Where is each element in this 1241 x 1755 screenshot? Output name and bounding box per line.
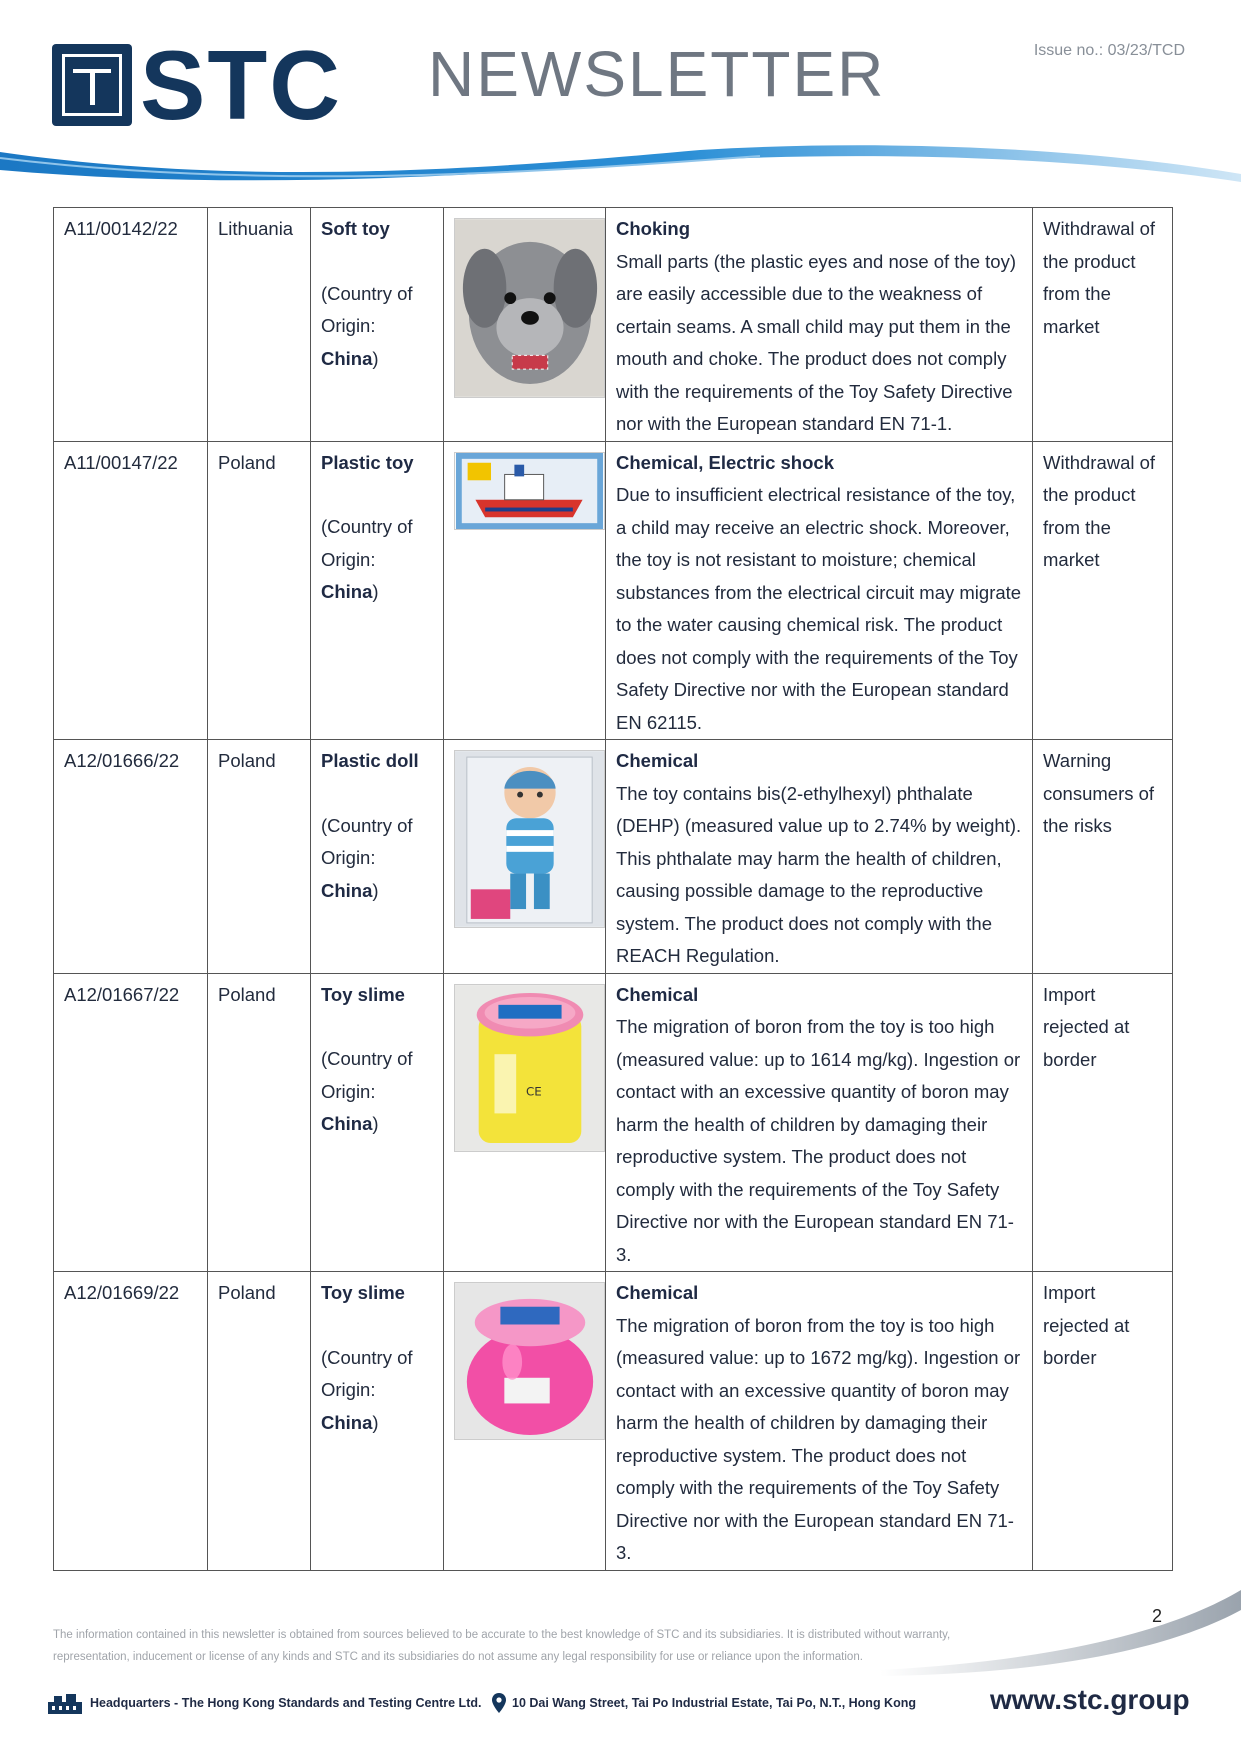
- risk-cell: [606, 973, 1033, 1272]
- notifying-country: Poland: [218, 983, 276, 1005]
- page-header: [0, 0, 1241, 200]
- table-row: [54, 973, 1173, 1272]
- headquarters-text: Headquarters - The Hong Kong Standards and Testing Centre Ltd.: [90, 1696, 482, 1710]
- reference-number: A12/01669/22: [64, 1282, 180, 1303]
- measure-taken: Import rejected at border: [1043, 1282, 1130, 1368]
- origin-line-1: (Country of: [321, 516, 413, 537]
- toy-boat-photo: [454, 452, 605, 530]
- measure-taken: Withdrawal of the product from the market: [1043, 218, 1156, 337]
- notifying-country: Lithuania: [218, 218, 294, 239]
- reference-cell: [54, 208, 208, 442]
- image-cell: [444, 208, 606, 442]
- image-cell: [444, 441, 606, 740]
- origin-line-2: Origin:: [321, 1080, 376, 1102]
- yellow-slime-photo: [454, 984, 605, 1152]
- origin-line-2: Origin:: [321, 548, 376, 570]
- product-cell: [311, 441, 444, 740]
- product-name: Plastic doll: [321, 750, 419, 771]
- risk-description: The migration of boron from the toy is too high (measured value: up to 1614 mg/kg). Ingestion or contact with an excessive quantity of boron may harm the health of children by damaging their reproductive system. The product does not comply with the requirements of the Toy Safety Directive nor with the European standard EN 71-3.: [616, 1016, 1021, 1265]
- origin-country: China: [321, 1411, 373, 1433]
- risk-cell: [606, 208, 1033, 442]
- product-cell: [311, 1272, 444, 1571]
- notifying-country: Poland: [218, 750, 276, 771]
- plastic-doll-photo: [454, 750, 605, 928]
- image-cell: [444, 740, 606, 974]
- reference-number: A11/00142/22: [64, 218, 178, 239]
- risk-description: The migration of boron from the toy is too high (measured value: up to 1672 mg/kg). Ingestion or contact with an excessive quantity of boron may harm the health of children by damaging their reproductive system. The product does not comply with the requirements of the Toy Safety Directive nor with the European standard EN 71-3.: [616, 1314, 1021, 1563]
- measure-taken: Withdrawal of the product from the market: [1043, 451, 1156, 570]
- product-name: Soft toy: [321, 218, 390, 239]
- reference-number: A11/00147/22: [64, 451, 178, 473]
- origin-close: ): [372, 581, 379, 602]
- header-swoosh-icon: [0, 130, 1241, 200]
- risk-cell: [606, 740, 1033, 974]
- disclaimer: The information contained in this newsletter is obtained from sources believed to be accurate to the best knowledge of STC and its subsidiaries. It is distributed without warranty, representation, inducement or license of any kinds and STC and its subsidiaries do not assume any legal responsibility for use or reliance upon the information.: [53, 1629, 951, 1663]
- origin-close: ): [372, 1411, 379, 1433]
- country-cell: [208, 973, 311, 1272]
- risk-description: The toy contains bis(2-ethylhexyl) phthalate (DEHP) (measured value up to 2.74% by weight). This phthalate may harm the health of children, causing possible damage to the reproductive system. The product does not comply with the REACH Regulation.: [616, 782, 1022, 966]
- country-cell: [208, 1272, 311, 1571]
- product-cell: [311, 973, 444, 1272]
- table-row: [54, 441, 1173, 740]
- risk-title: Chemical: [616, 1282, 699, 1303]
- risk-title: Chemical: [616, 983, 699, 1005]
- location-pin-icon: [492, 1693, 506, 1713]
- notifying-country: Poland: [218, 451, 276, 473]
- product-cell: [311, 208, 444, 442]
- stc-logo: [52, 30, 352, 140]
- origin-line-2: Origin:: [321, 315, 376, 336]
- origin-line-2: Origin:: [321, 1379, 376, 1400]
- origin-line-2: Origin:: [321, 847, 376, 868]
- origin-close: ): [372, 347, 379, 369]
- address-text: 10 Dai Wang Street, Tai Po Industrial Estate, Tai Po, N.T., Hong Kong: [512, 1696, 916, 1710]
- reference-number: A12/01666/22: [64, 750, 180, 771]
- website-link[interactable]: www.stc.group: [990, 1684, 1190, 1715]
- reference-number: A12/01667/22: [64, 983, 180, 1005]
- table-row: [54, 1272, 1173, 1571]
- newsletter-title: NEWSLETTER: [428, 38, 886, 110]
- origin-line-1: (Country of: [321, 282, 413, 304]
- image-cell: [444, 973, 606, 1272]
- origin-close: ): [372, 879, 379, 901]
- risk-description: Small parts (the plastic eyes and nose of the toy) are easily accessible due to the weakness of certain seams. A small child may put them in the mouth and choke. The product does not comply with the requirements of the Toy Safety Directive nor with the European standard EN 71-1.: [616, 250, 1017, 434]
- origin-country: China: [321, 347, 373, 369]
- reference-cell: [54, 1272, 208, 1571]
- product-cell: [311, 740, 444, 974]
- issue-number: Issue no.: 03/23/TCD: [1033, 42, 1185, 59]
- reference-cell: [54, 441, 208, 740]
- country-cell: [208, 441, 311, 740]
- origin-line-1: (Country of: [321, 1346, 413, 1368]
- origin-line-1: (Country of: [321, 814, 413, 836]
- origin-country: China: [321, 879, 373, 901]
- page-footer: [48, 1684, 1198, 1720]
- measure-cell: [1033, 973, 1173, 1272]
- measure-taken: Import rejected at border: [1043, 983, 1130, 1070]
- measure-cell: [1033, 208, 1173, 442]
- risk-description: Due to insufficient electrical resistance of the toy, a child may receive an electric shock. Moreover, the toy is not resistant to moisture; chemical substances from the electrical circuit may migrate to the water causing chemical risk. The product does not comply with the requirements of the Toy Safety Directive nor with the European standard EN 62115.: [616, 484, 1022, 733]
- country-cell: [208, 740, 311, 974]
- origin-close: ): [372, 1113, 379, 1134]
- risk-cell: [606, 1272, 1033, 1571]
- recalls-table: [53, 207, 1173, 1571]
- notifying-country: Poland: [218, 1282, 276, 1303]
- origin-country: China: [321, 581, 373, 602]
- risk-title: Chemical, Electric shock: [616, 451, 834, 473]
- pink-slime-photo: [454, 1282, 605, 1440]
- table-row: [54, 740, 1173, 974]
- measure-cell: [1033, 740, 1173, 974]
- product-name: Plastic toy: [321, 451, 414, 473]
- plush-dog-photo: [454, 218, 605, 398]
- building-icon: [48, 1694, 82, 1714]
- measure-cell: [1033, 441, 1173, 740]
- risk-title: Chemical: [616, 750, 699, 771]
- svg-text:CE: CE: [526, 1084, 542, 1099]
- origin-line-1: (Country of: [321, 1048, 413, 1069]
- risk-title: Choking: [616, 218, 690, 239]
- logo-text: STC: [140, 30, 342, 140]
- product-name: Toy slime: [321, 983, 405, 1005]
- country-cell: [208, 208, 311, 442]
- table-row: [54, 208, 1173, 442]
- reference-cell: [54, 740, 208, 974]
- product-name: Toy slime: [321, 1282, 405, 1303]
- stc-logo-mark-icon: [52, 44, 132, 126]
- image-cell: [444, 1272, 606, 1571]
- risk-cell: [606, 441, 1033, 740]
- measure-cell: [1033, 1272, 1173, 1571]
- page-number: 2: [1152, 1606, 1163, 1626]
- measure-taken: Warning consumers of the risks: [1043, 750, 1155, 836]
- origin-country: China: [321, 1113, 373, 1134]
- reference-cell: [54, 973, 208, 1272]
